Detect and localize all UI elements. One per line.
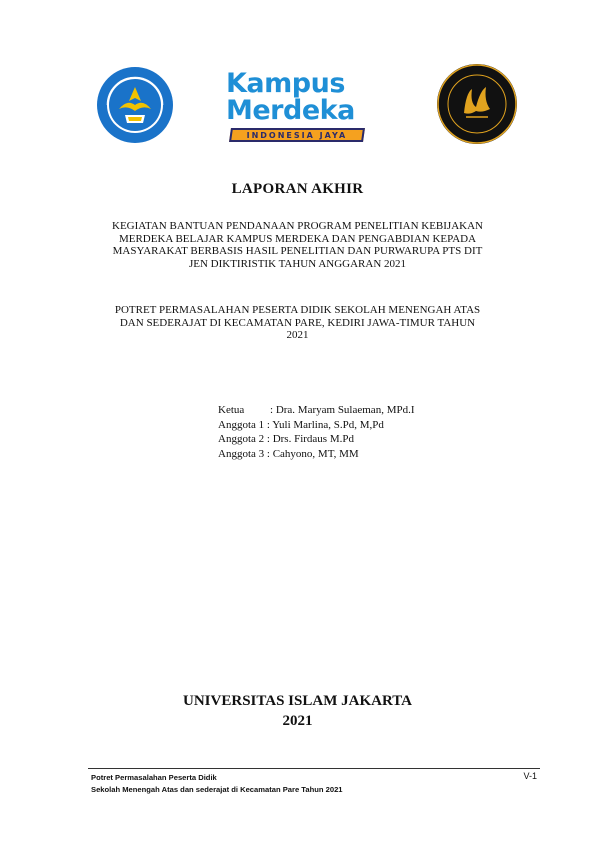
team-member-name: Drs. Firdaus M.Pd xyxy=(272,433,354,445)
kampus-merdeka-banner xyxy=(229,128,365,142)
team-separator: : xyxy=(264,433,273,445)
universitas-islam-jakarta-logo xyxy=(436,63,518,145)
research-title-line: 2021 xyxy=(286,329,309,342)
kampus-merdeka-banner-text: INDONESIA JAYA xyxy=(246,131,348,140)
team-member-row xyxy=(218,418,415,433)
team-separator: : xyxy=(270,404,276,416)
university-block xyxy=(0,691,595,731)
kampus-merdeka-logo xyxy=(222,68,370,146)
uij-seal-icon xyxy=(436,63,518,145)
program-line: MERDEKA BELAJAR KAMPUS MERDEKA DAN PENGABDIAN KEPADA xyxy=(118,232,477,245)
team-role: Anggota 1 xyxy=(218,418,265,431)
research-title xyxy=(80,304,515,342)
team-member-name: Dra. Maryam Sulaeman, MPd.I xyxy=(275,404,415,416)
kampus-merdeka-line1: Kampus xyxy=(226,68,345,99)
footer-line1: Potret Permasalahan Peserta Didik xyxy=(91,773,217,782)
tut-wuri-emblem-icon xyxy=(95,65,175,145)
page-number: V-1 xyxy=(523,771,537,781)
page-footer xyxy=(91,772,343,796)
research-title-line: DAN SEDERAJAT DI KECAMATAN PARE, KEDIRI JAWA-TIMUR TAHUN xyxy=(119,316,476,329)
team-role: Anggota 3 xyxy=(218,447,265,460)
tut-wuri-handayani-logo xyxy=(95,65,175,145)
research-title-line: POTRET PERMASALAHAN PESERTA DIDIK SEKOLAH MENENGAH ATAS xyxy=(114,304,481,316)
team-member-name: Yuli Marlina, S.Pd, M,Pd xyxy=(272,418,384,431)
report-year: 2021 xyxy=(282,713,313,729)
team-separator: : xyxy=(264,418,273,431)
report-title: LAPORAN AKHIR xyxy=(231,181,364,197)
team-role: Anggota 2 xyxy=(218,433,265,445)
university-name: UNIVERSITAS ISLAM JAKARTA xyxy=(183,693,412,709)
program-line: MASYARAKAT BERBASIS HASIL PENELITIAN DAN PURWARUPA PTS DIT xyxy=(112,245,483,258)
team-member-row xyxy=(218,403,415,418)
program-description xyxy=(80,220,515,270)
team-member-row xyxy=(218,432,415,447)
team-list xyxy=(218,403,415,461)
footer-divider xyxy=(88,768,540,769)
team-separator: : xyxy=(264,447,273,460)
kampus-merdeka-line2: Merdeka xyxy=(226,95,355,126)
team-member-name: Cahyono, MT, MM xyxy=(272,447,359,460)
program-line: JEN DIKTIRISTIK TAHUN ANGGARAN 2021 xyxy=(188,257,407,270)
footer-line2: Sekolah Menengah Atas dan sederajat di Kecamatan Pare Tahun 2021 xyxy=(91,785,343,794)
team-member-row xyxy=(218,447,415,462)
program-line: KEGIATAN BANTUAN PENDANAAN PROGRAM PENELITIAN KEBIJAKAN xyxy=(112,220,483,232)
team-role: Ketua xyxy=(218,404,245,416)
